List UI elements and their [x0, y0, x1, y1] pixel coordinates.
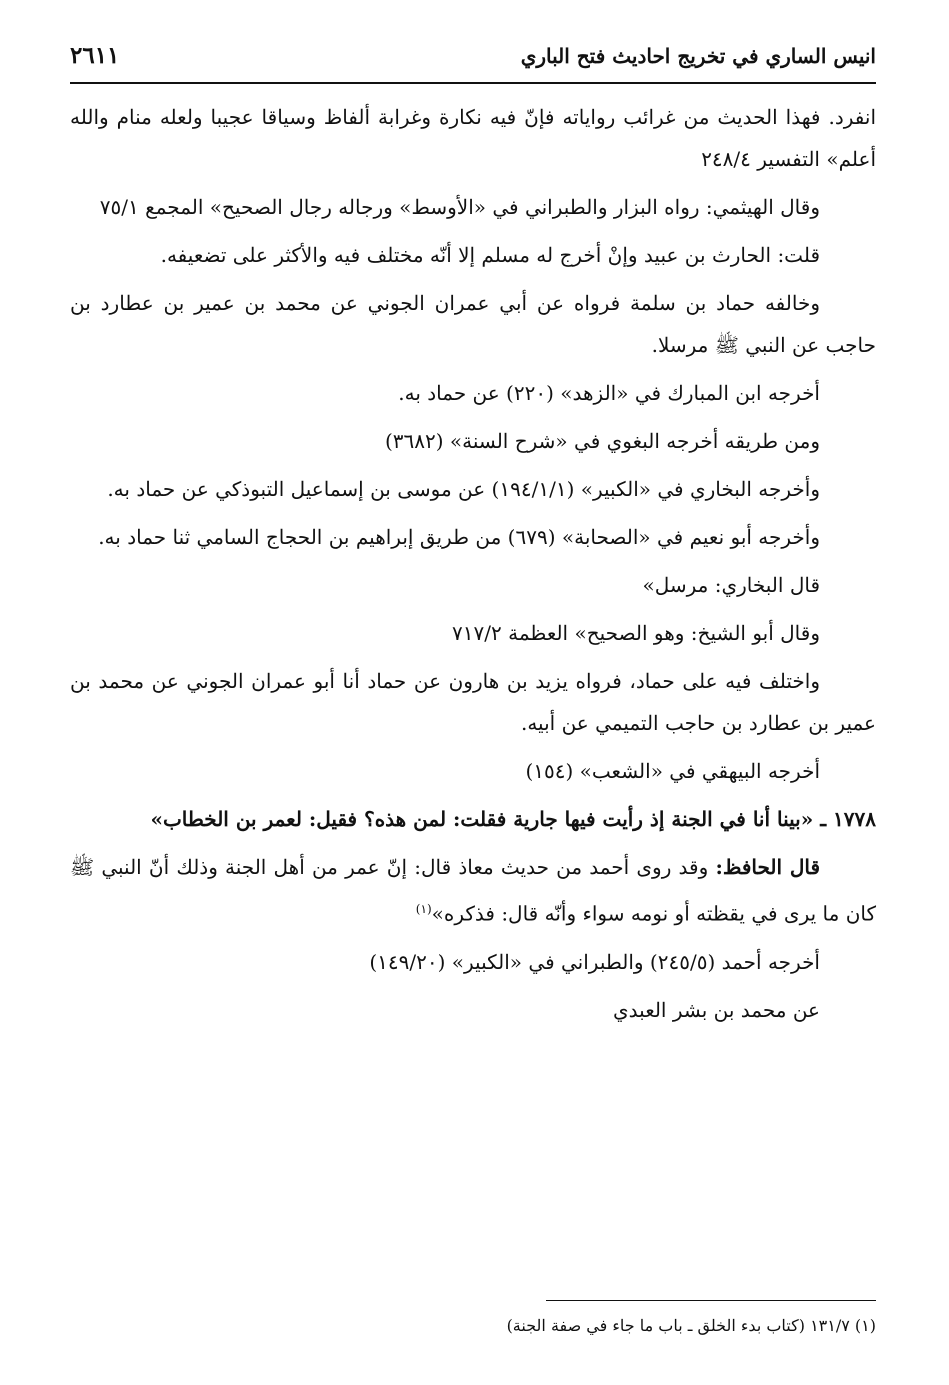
- paragraph: وخالفه حماد بن سلمة فرواه عن أبي عمران الجوني عن محمد بن عمير بن عطارد بن حاجب عن النبي ﷺ مرسلا.: [70, 291, 876, 357]
- paragraph: واختلف فيه على حماد، فرواه يزيد بن هارون عن حماد أنا أبو عمران الجوني عن محمد بن عمير بن عطارد بن حاجب التميمي عن أبيه.: [70, 669, 876, 735]
- footnote: (١) ١٣١/٧ (كتاب بدء الخلق ـ باب ما جاء في صفة الجنة): [506, 1316, 876, 1335]
- body-text: [70, 96, 876, 1037]
- paragraph: أخرجه ابن المبارك في «الزهد» (٢٢٠) عن حماد به.: [398, 381, 820, 405]
- paragraph: قال البخاري: مرسل»: [642, 573, 820, 597]
- footnote-divider: [546, 1300, 876, 1301]
- paragraph: وأخرجه أبو نعيم في «الصحابة» (٦٧٩) من طريق إبراهيم بن الحجاج السامي ثنا حماد به.: [98, 525, 820, 549]
- page-number: ٢٦١١: [70, 42, 120, 69]
- paragraph: وأخرجه البخاري في «الكبير» (١٩٤/١/١) عن موسى بن إسماعيل التبوذكي عن حماد به.: [107, 477, 820, 501]
- running-title: انيس الساري في تخريج احاديث فتح الباري: [520, 44, 876, 68]
- paragraph: ومن طريقه أخرجه البغوي في «شرح السنة» (٣٦٨٢): [384, 429, 820, 453]
- paragraph: قلت: الحارث بن عبيد وإنْ أخرج له مسلم إلا أنّه مختلف فيه والأكثر على تضعيفه.: [160, 243, 820, 267]
- paragraph: وقال الهيثمي: رواه البزار والطبراني في «الأوسط» ورجاله رجال الصحيح» المجمع ٧٥/١: [99, 195, 820, 219]
- paragraph: انفرد. فهذا الحديث من غرائب رواياته فإنّ فيه نكارة وغرابة ألفاظ وسياقا عجيبا ولعله منام والله أعلم» التفسير ٢٤٨/٤: [70, 105, 876, 171]
- hafiz-text: وقد روى أحمد من حديث معاذ قال: إنّ عمر من أهل الجنة وذلك أنّ النبي ﷺ كان ما يرى في يقظته أو نومه سواء وأنّه قال: فذكره»: [70, 855, 876, 926]
- paragraph: أخرجه أحمد (٢٤٥/٥) والطبراني في «الكبير» (١٤٩/٢٠): [369, 949, 820, 974]
- hadith-entry-heading: ١٧٧٨ ـ «بينا أنا في الجنة إذ رأيت فيها جارية فقلت: لمن هذه؟ فقيل: لعمر بن الخطاب»: [150, 807, 876, 831]
- paragraph: أخرجه البيهقي في «الشعب» (١٥٤): [525, 759, 820, 783]
- book-page: [70, 30, 876, 1360]
- hafiz-paragraph: [70, 846, 876, 935]
- paragraph: عن محمد بن بشر العبدي: [613, 997, 820, 1022]
- page-header: [70, 30, 876, 84]
- paragraph: وقال أبو الشيخ: وهو الصحيح» العظمة ٧١٧/٢: [452, 621, 820, 645]
- hafiz-lead: قال الحافظ:: [715, 855, 821, 879]
- footnote-reference[interactable]: (١): [415, 902, 432, 916]
